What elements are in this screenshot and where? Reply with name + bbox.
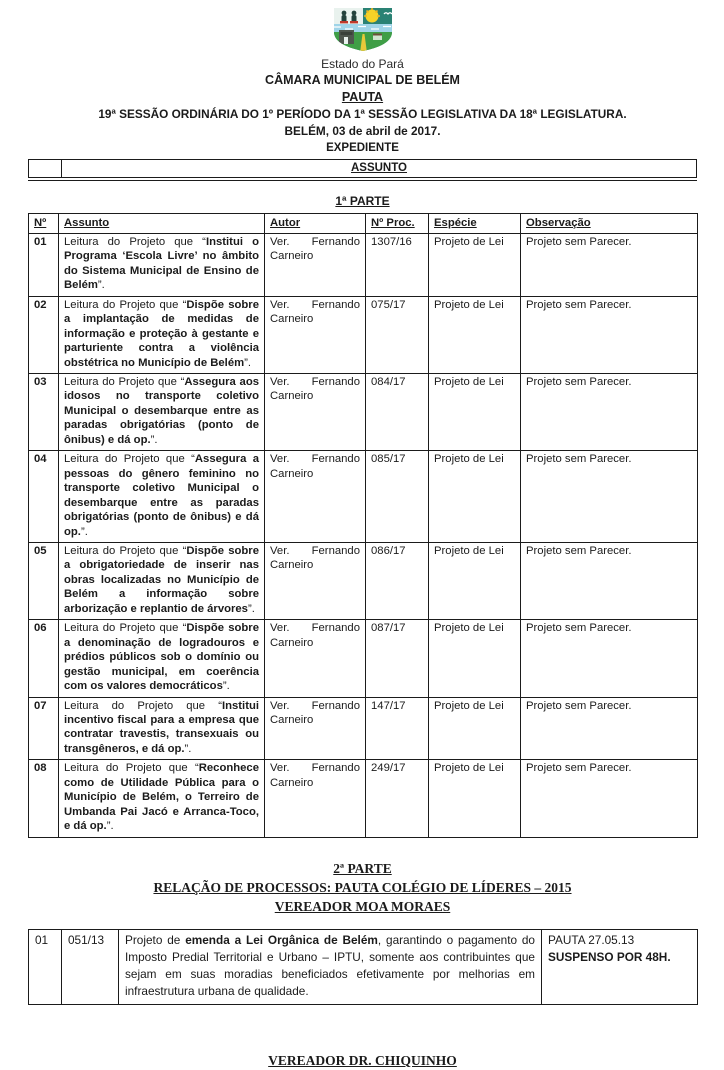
row-obs: Projeto sem Parecer. <box>521 620 698 697</box>
coat-of-arms-logo <box>331 6 395 53</box>
row-obs <box>542 929 698 1004</box>
row-number: 02 <box>29 296 59 373</box>
document-header <box>28 6 697 156</box>
row-proc: 085/17 <box>366 451 429 543</box>
assunto-spacer-cell <box>29 160 62 179</box>
obs-suspenso: SUSPENSO POR 48H. <box>548 949 671 964</box>
state-label: Estado do Pará <box>321 57 404 71</box>
table-row <box>29 374 698 451</box>
row-obs: Projeto sem Parecer. <box>521 760 698 837</box>
row-especie: Projeto de Lei <box>429 543 521 620</box>
row-especie: Projeto de Lei <box>429 233 521 296</box>
doc-title: PAUTA <box>341 90 384 104</box>
table-row <box>29 451 698 543</box>
row-assunto: Leitura do Projeto que “Dispõe sobre a implantação de medidas de informação e proteção à gestante e parturiente contra a violência obstétrica no Município de Belém”. <box>59 296 265 373</box>
footer-vereador-title: VEREADOR DR. CHIQUINHO <box>268 1053 457 1068</box>
table-row <box>29 620 698 697</box>
row-proc: 087/17 <box>366 620 429 697</box>
row-obs: Projeto sem Parecer. <box>521 296 698 373</box>
row-autor: Ver. Fernando Carneiro <box>265 620 366 697</box>
part2-header <box>28 859 697 916</box>
table-row <box>29 760 698 837</box>
row-assunto: Leitura do Projeto que “Assegura aos idosos no transporte coletivo Municipal o desembarque entre as paradas obrigatórias (ponto de ônibus) e dá op.”. <box>59 374 265 451</box>
assunto-row <box>29 160 697 179</box>
row-number: 04 <box>29 451 59 543</box>
row-number: 07 <box>29 697 59 760</box>
row-autor: Ver. Fernando Carneiro <box>265 374 366 451</box>
part2-title: 2ª PARTE <box>333 860 392 876</box>
row-number: 01 <box>29 233 59 296</box>
row-number: 03 <box>29 374 59 451</box>
row-number: 06 <box>29 620 59 697</box>
row-autor: Ver. Fernando Carneiro <box>265 451 366 543</box>
table-row <box>29 296 698 373</box>
date-line: BELÉM, 03 de abril de 2017. <box>284 124 441 138</box>
row-proc: 249/17 <box>366 760 429 837</box>
row-obs: Projeto sem Parecer. <box>521 543 698 620</box>
table-row <box>29 543 698 620</box>
row-proc: 084/17 <box>366 374 429 451</box>
assunto-label-cell <box>62 160 697 179</box>
row-obs: Projeto sem Parecer. <box>521 697 698 760</box>
part2-subtitle: RELAÇÃO DE PROCESSOS: PAUTA COLÉGIO DE LÍDERES – 2015 <box>153 879 572 895</box>
col-header-especie: Espécie <box>429 213 521 233</box>
section-label: EXPEDIENTE <box>326 142 399 154</box>
row-number: 08 <box>29 760 59 837</box>
row-especie: Projeto de Lei <box>429 296 521 373</box>
row-obs: Projeto sem Parecer. <box>521 374 698 451</box>
table-header-row <box>29 213 698 233</box>
col-header-autor: Autor <box>265 213 366 233</box>
table-row <box>29 233 698 296</box>
part2-vereador: VEREADOR MOA MORAES <box>274 898 451 914</box>
assunto-label: ASSUNTO <box>350 162 408 175</box>
org-title: CÂMARA MUNICIPAL DE BELÉM <box>265 73 460 87</box>
row-especie: Projeto de Lei <box>429 451 521 543</box>
row-especie: Projeto de Lei <box>429 374 521 451</box>
row-obs: Projeto sem Parecer. <box>521 451 698 543</box>
row-text: Projeto de emenda a Lei Orgânica de Belém, garantindo o pagamento do Imposto Predial Territorial e Urbano – IPTU, somente aos contribuintes que sejam em suas moradias beneficiados efetivamente por melhorias em infraestrutura urbana de qualidade. <box>119 929 542 1004</box>
row-assunto: Leitura do Projeto que “Institui incentivo fiscal para a empresa que contratar travestis, transexuais ou transgêneros, e dá op.”. <box>59 697 265 760</box>
col-header-assunto: Assunto <box>59 213 265 233</box>
row-assunto: Leitura do Projeto que “Reconhece como de Utilidade Pública para o Município de Belém, o Terreiro de Umbanda Pai Jacó e Arranca-Toco, e dá op.”. <box>59 760 265 837</box>
assunto-bar <box>28 159 697 181</box>
row-especie: Projeto de Lei <box>429 697 521 760</box>
table-row <box>29 697 698 760</box>
row-autor: Ver. Fernando Carneiro <box>265 233 366 296</box>
row-number: 05 <box>29 543 59 620</box>
row-obs: Projeto sem Parecer. <box>521 233 698 296</box>
col-header-obs: Observação <box>521 213 698 233</box>
table-row <box>29 929 698 1004</box>
session-line: 19ª SESSÃO ORDINÁRIA DO 1º PERÍODO DA 1ª SESSÃO LEGISLATIVA DA 18ª LEGISLATURA. <box>98 107 627 121</box>
row-assunto: Leitura do Projeto que “Dispõe sobre a obrigatoriedade de inserir nas obras localizadas no Município de Belém a informação sobre arborização e replantio de árvores”. <box>59 543 265 620</box>
row-assunto: Leitura do Projeto que “Institui o Programa ‘Escola Livre’ no âmbito do Sistema Municipal de Ensino de Belém”. <box>59 233 265 296</box>
obs-pauta-date: PAUTA 27.05.13 <box>548 932 635 947</box>
row-proc: 051/13 <box>62 929 119 1004</box>
row-autor: Ver. Fernando Carneiro <box>265 697 366 760</box>
col-header-num: Nº <box>29 213 59 233</box>
row-especie: Projeto de Lei <box>429 620 521 697</box>
part1-title: 1ª PARTE <box>335 193 390 208</box>
row-especie: Projeto de Lei <box>429 760 521 837</box>
row-proc: 147/17 <box>366 697 429 760</box>
row-proc: 1307/16 <box>366 233 429 296</box>
row-number: 01 <box>29 929 62 1004</box>
part2-table <box>28 929 698 1005</box>
row-autor: Ver. Fernando Carneiro <box>265 296 366 373</box>
part1-table <box>28 213 698 838</box>
row-autor: Ver. Fernando Carneiro <box>265 543 366 620</box>
row-assunto: Leitura do Projeto que “Assegura a pessoas do gênero feminino no transporte coletivo Municipal o desembarque entre as paradas obrigatórias (ponto de ônibus) e dá op.”. <box>59 451 265 543</box>
row-assunto: Leitura do Projeto que “Dispõe sobre a denominação de logradouros e prédios públicos sob o domínio ou gestão municipal, em coerência com os valores democráticos”. <box>59 620 265 697</box>
row-proc: 075/17 <box>366 296 429 373</box>
row-autor: Ver. Fernando Carneiro <box>265 760 366 837</box>
col-header-proc: Nº Proc. <box>366 213 429 233</box>
row-proc: 086/17 <box>366 543 429 620</box>
